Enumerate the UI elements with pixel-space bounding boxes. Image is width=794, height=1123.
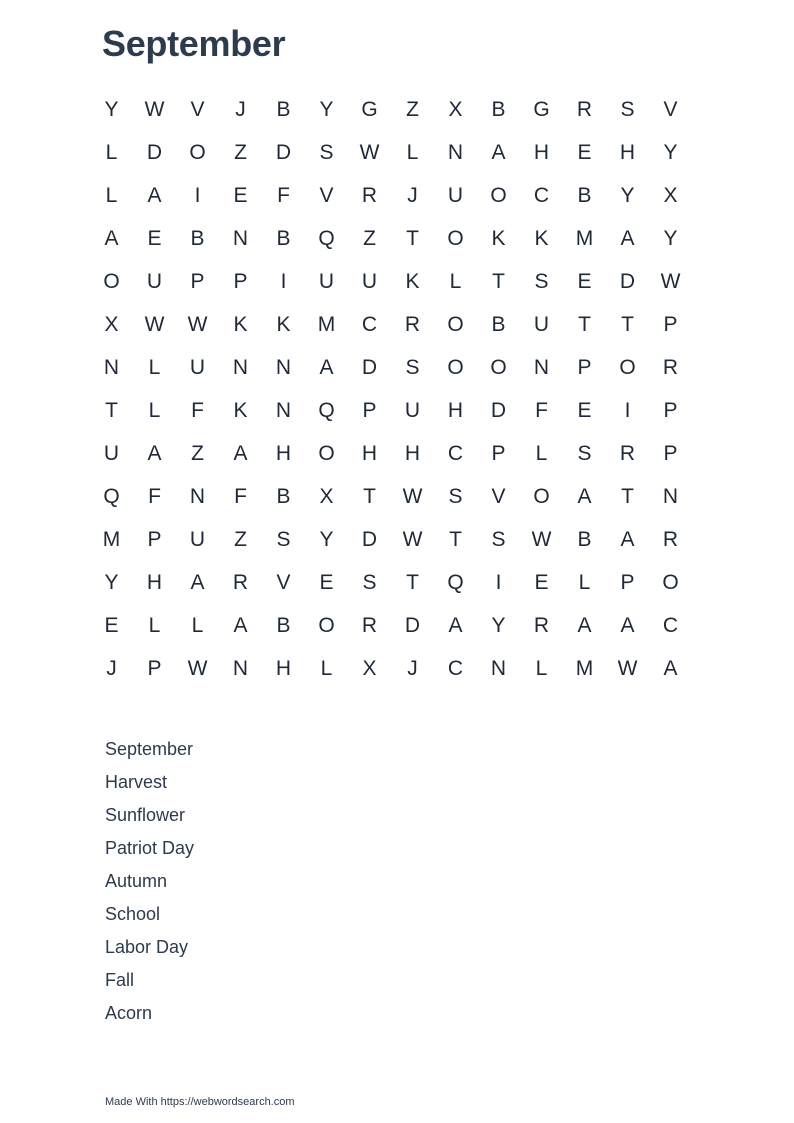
grid-cell: M [102, 528, 121, 551]
grid-cell: Y [104, 98, 119, 121]
grid-cell: P [491, 442, 506, 465]
grid-cell: O [447, 227, 464, 250]
grid-cell: Z [234, 141, 247, 164]
grid-cell: V [491, 485, 506, 508]
grid-cell: R [576, 98, 593, 121]
word-list-item: Labor Day [105, 937, 189, 957]
grid-cell: O [619, 356, 636, 379]
grid-cell: C [361, 313, 378, 336]
grid-cell: R [361, 614, 378, 637]
grid-cell: B [577, 184, 592, 207]
grid-cell: T [621, 313, 634, 336]
grid-cell: P [147, 657, 162, 680]
grid-cell: E [147, 227, 162, 250]
grid-cell: K [491, 227, 506, 250]
grid-cell: O [318, 614, 335, 637]
grid-cell: A [577, 614, 592, 637]
grid-cell: H [404, 442, 421, 465]
grid-cell: I [194, 184, 201, 207]
grid-cell: A [577, 485, 592, 508]
grid-row [90, 518, 692, 561]
grid-cell: T [621, 485, 634, 508]
grid-row [90, 131, 692, 174]
grid-cell: E [104, 614, 119, 637]
grid-cell: O [490, 184, 507, 207]
grid-cell: R [404, 313, 421, 336]
grid-cell: N [447, 141, 464, 164]
grid-cell: E [577, 141, 592, 164]
grid-cell: X [663, 184, 678, 207]
grid-cell: W [531, 528, 552, 551]
grid-cell: O [662, 571, 679, 594]
grid-row [90, 303, 692, 346]
grid-row [90, 174, 692, 217]
grid-cell: X [319, 485, 334, 508]
grid-cell: T [492, 270, 505, 293]
grid-cell: L [148, 614, 161, 637]
grid-cell: N [490, 657, 507, 680]
grid-cell: S [448, 485, 463, 508]
grid-cell: G [361, 98, 378, 121]
grid-cell: A [620, 614, 635, 637]
grid-row [90, 475, 692, 518]
grid-cell: D [404, 614, 421, 637]
grid-cell: N [533, 356, 550, 379]
grid-cell: C [447, 657, 464, 680]
word-list [105, 736, 194, 1033]
grid-cell: L [320, 657, 333, 680]
grid-cell: P [663, 399, 678, 422]
grid-cell: A [147, 184, 162, 207]
grid-cell: K [233, 399, 248, 422]
grid-cell: D [361, 528, 378, 551]
grid-cell: L [449, 270, 462, 293]
word-list-item: Harvest [105, 772, 168, 792]
grid-cell: F [148, 485, 161, 508]
grid-cell: J [407, 657, 418, 680]
grid-cell: L [535, 442, 548, 465]
grid-cell: O [447, 313, 464, 336]
grid-cell: H [275, 657, 292, 680]
grid-cell: A [620, 227, 635, 250]
grid-cell: S [319, 141, 334, 164]
grid-cell: L [578, 571, 591, 594]
grid-cell: Z [363, 227, 376, 250]
grid-cell: B [577, 528, 592, 551]
grid-cell: A [448, 614, 463, 637]
grid-cell: P [663, 313, 678, 336]
grid-row [90, 346, 692, 389]
grid-cell: M [575, 657, 594, 680]
grid-cell: V [319, 184, 334, 207]
grid-cell: R [232, 571, 249, 594]
grid-cell: N [103, 356, 120, 379]
grid-cell: U [318, 270, 335, 293]
grid-cell: R [533, 614, 550, 637]
grid-cell: T [406, 227, 419, 250]
grid-cell: A [491, 141, 506, 164]
grid-cell: U [404, 399, 421, 422]
grid-cell: L [148, 399, 161, 422]
grid-cell: J [407, 184, 418, 207]
grid-cell: U [361, 270, 378, 293]
grid-cell: Y [491, 614, 506, 637]
grid-cell: S [405, 356, 420, 379]
grid-cell: H [533, 141, 550, 164]
grid-cell: A [319, 356, 334, 379]
grid-row [90, 217, 692, 260]
grid-cell: X [362, 657, 377, 680]
grid-cell: U [533, 313, 550, 336]
grid-cell: S [620, 98, 635, 121]
word-list-item: School [105, 904, 161, 924]
grid-cell: W [187, 313, 208, 336]
grid-cell: R [662, 356, 679, 379]
grid-cell: K [276, 313, 291, 336]
grid-cell: E [319, 571, 334, 594]
grid-cell: U [189, 528, 206, 551]
grid-cell: N [232, 227, 249, 250]
grid-cell: L [148, 356, 161, 379]
grid-cell: Z [406, 98, 419, 121]
grid-cell: S [491, 528, 506, 551]
grid-cell: Q [447, 571, 464, 594]
grid-cell: W [660, 270, 681, 293]
word-list-item: Autumn [105, 871, 168, 891]
grid-cell: N [232, 657, 249, 680]
grid-cell: B [276, 98, 291, 121]
grid-cell: C [533, 184, 550, 207]
grid-cell: Q [318, 399, 335, 422]
grid-cell: D [619, 270, 636, 293]
grid-cell: W [402, 528, 423, 551]
word-list-item: Fall [105, 970, 135, 990]
grid-cell: X [104, 313, 119, 336]
grid-cell: A [233, 442, 248, 465]
grid-cell: G [533, 98, 550, 121]
grid-cell: Z [234, 528, 247, 551]
grid-cell: Z [191, 442, 204, 465]
grid-cell: Q [103, 485, 120, 508]
grid-cell: A [663, 657, 678, 680]
grid-cell: O [318, 442, 335, 465]
grid-cell: L [406, 141, 419, 164]
grid-cell: I [280, 270, 287, 293]
word-list-item: September [105, 739, 194, 759]
grid-cell: P [147, 528, 162, 551]
grid-row [90, 260, 692, 303]
grid-cell: H [275, 442, 292, 465]
grid-row [90, 88, 692, 131]
grid-cell: R [361, 184, 378, 207]
grid-cell: O [447, 356, 464, 379]
grid-cell: D [275, 141, 292, 164]
grid-cell: O [189, 141, 206, 164]
grid-cell: S [362, 571, 377, 594]
grid-cell: B [276, 614, 291, 637]
grid-cell: X [448, 98, 463, 121]
grid-cell: F [277, 184, 290, 207]
grid-cell: T [105, 399, 118, 422]
word-list-item: Acorn [105, 1003, 153, 1023]
grid-cell: P [362, 399, 377, 422]
grid-cell: J [235, 98, 246, 121]
grid-cell: W [144, 98, 165, 121]
grid-cell: R [662, 528, 679, 551]
grid-cell: B [276, 485, 291, 508]
grid-cell: O [533, 485, 550, 508]
grid-cell: A [104, 227, 119, 250]
grid-cell: U [189, 356, 206, 379]
grid-cell: U [447, 184, 464, 207]
grid-cell: A [147, 442, 162, 465]
grid-cell: K [405, 270, 420, 293]
grid-cell: M [575, 227, 594, 250]
grid-row [90, 389, 692, 432]
grid-cell: C [662, 614, 679, 637]
grid-cell: E [577, 399, 592, 422]
grid-cell: Y [319, 98, 334, 121]
grid-cell: N [232, 356, 249, 379]
grid-cell: N [275, 399, 292, 422]
grid-cell: F [191, 399, 204, 422]
grid-cell: Y [663, 227, 678, 250]
grid-cell: L [191, 614, 204, 637]
grid-cell: D [146, 141, 163, 164]
letter-grid [90, 88, 692, 690]
grid-cell: U [146, 270, 163, 293]
word-list-item: Sunflower [105, 805, 186, 825]
grid-cell: D [361, 356, 378, 379]
grid-cell: Y [319, 528, 334, 551]
grid-cell: Q [318, 227, 335, 250]
grid-cell: E [233, 184, 248, 207]
grid-cell: W [359, 141, 380, 164]
grid-cell: B [276, 227, 291, 250]
grid-cell: S [534, 270, 549, 293]
grid-cell: H [146, 571, 163, 594]
grid-cell: L [105, 184, 118, 207]
grid-cell: T [363, 485, 376, 508]
grid-cell: T [449, 528, 462, 551]
grid-cell: A [190, 571, 205, 594]
grid-cell: H [361, 442, 378, 465]
grid-row [90, 647, 692, 690]
grid-cell: D [490, 399, 507, 422]
grid-cell: W [402, 485, 423, 508]
grid-cell: V [663, 98, 678, 121]
grid-cell: T [406, 571, 419, 594]
grid-cell: W [187, 657, 208, 680]
word-list-item: Patriot Day [105, 838, 195, 858]
grid-cell: O [490, 356, 507, 379]
grid-cell: S [276, 528, 291, 551]
grid-cell: L [105, 141, 118, 164]
grid-cell: S [577, 442, 592, 465]
grid-cell: H [447, 399, 464, 422]
grid-cell: U [103, 442, 120, 465]
grid-cell: W [617, 657, 638, 680]
grid-cell: V [276, 571, 291, 594]
grid-cell: B [491, 98, 506, 121]
grid-cell: H [619, 141, 636, 164]
grid-cell: B [491, 313, 506, 336]
grid-cell: A [233, 614, 248, 637]
grid-cell: I [624, 399, 631, 422]
grid-cell: P [190, 270, 205, 293]
grid-cell: M [317, 313, 336, 336]
grid-cell: L [535, 657, 548, 680]
grid-cell: A [620, 528, 635, 551]
grid-cell: P [577, 356, 592, 379]
grid-cell: F [535, 399, 548, 422]
grid-cell: R [619, 442, 636, 465]
page-title: September [102, 23, 286, 64]
grid-cell: P [620, 571, 635, 594]
grid-cell: F [234, 485, 247, 508]
grid-cell: N [189, 485, 206, 508]
grid-cell: Y [620, 184, 635, 207]
grid-cell: E [577, 270, 592, 293]
grid-cell: N [275, 356, 292, 379]
grid-cell: K [534, 227, 549, 250]
grid-cell: P [233, 270, 248, 293]
grid-cell: I [495, 571, 502, 594]
grid-row [90, 604, 692, 647]
grid-cell: O [103, 270, 120, 293]
grid-cell: Y [104, 571, 119, 594]
grid-row [90, 561, 692, 604]
grid-row [90, 432, 692, 475]
grid-cell: Y [663, 141, 678, 164]
grid-cell: J [106, 657, 117, 680]
grid-cell: W [144, 313, 165, 336]
grid-cell: B [190, 227, 205, 250]
grid-cell: C [447, 442, 464, 465]
grid-cell: P [663, 442, 678, 465]
grid-cell: N [662, 485, 679, 508]
grid-cell: T [578, 313, 591, 336]
grid-cell: E [534, 571, 549, 594]
grid-cell: V [190, 98, 205, 121]
footer-credit: Made With https://webwordsearch.com [105, 1096, 295, 1108]
grid-cell: K [233, 313, 248, 336]
